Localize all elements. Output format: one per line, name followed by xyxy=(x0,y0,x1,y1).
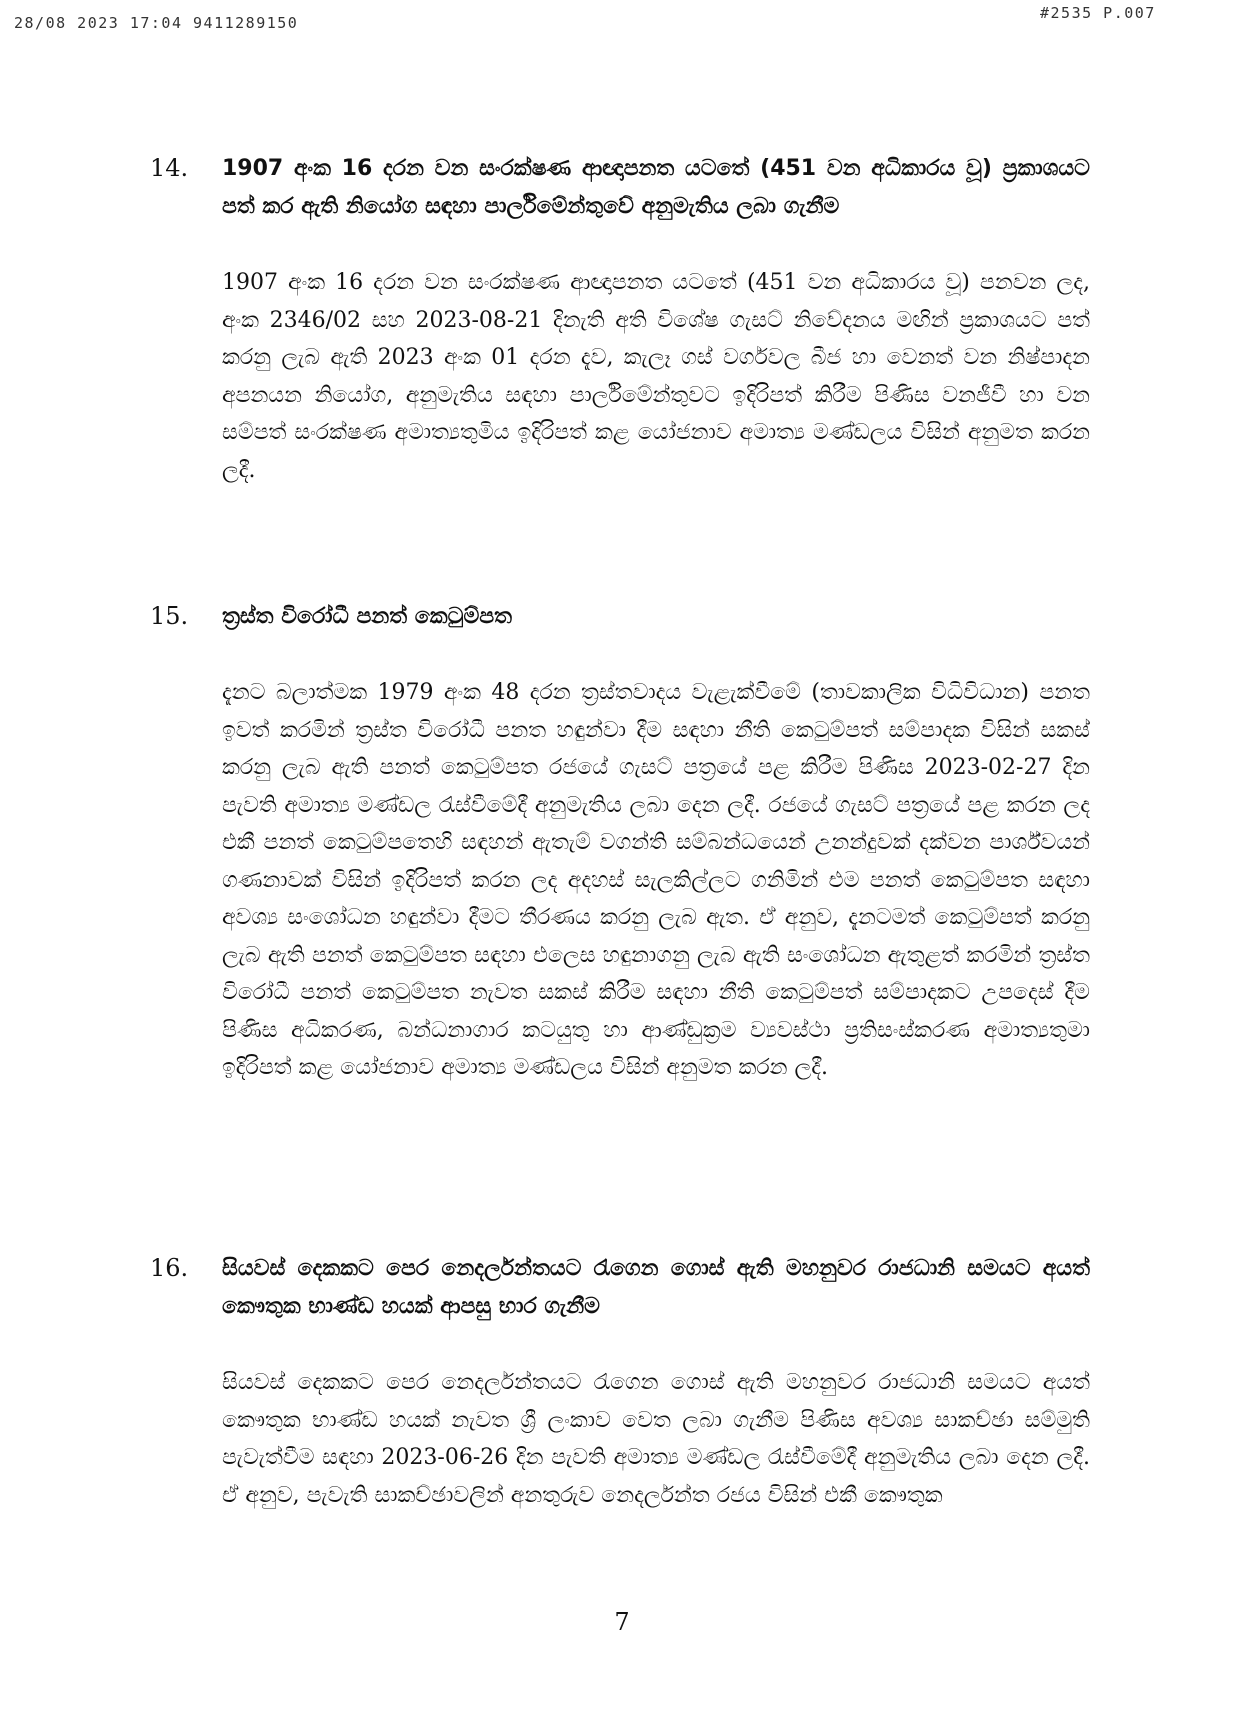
section-16 xyxy=(150,1250,1090,1514)
section-body: 1907 අංක 16 දරන වන සංරක්ෂණ ආඥාපනත යටතේ (451 වන අධිකාරය වූ) පනවන ලද, අංක 2346/02 සහ 2023-08-21 දිනැති අති විශේෂ ගැසට් නිවේදනය මඟින් ප්‍රකාශයට පත් කරනු ලැබ ඇති 2023 අංක 01 දරන දැව, කැලෑ ගස් වර්ගවල බීජ හා වෙනත් වන නිෂ්පාදන අපනයන නියෝග, අනුමැතිය සඳහා පාර්ලිමේන්තුවට ඉදිරිපත් කිරීම පිණිස වනජීවී හා වන සම්පත් සංරක්ෂණ අමාත්‍යතුමිය ඉදිරිපත් කළ යෝජනාව අමාත්‍ය මණ්ඩලය විසින් අනුමත කරන ලදී. xyxy=(222,270,1090,483)
section-body: සියවස් දෙකකට පෙර නෙදර්ලන්තයට රැගෙන ගොස් ඇති මහනුවර රාජධානි සමයට අයත් කෞතුක භාණ්ඩ හයක් නැවත ශ්‍රී ලංකාව වෙත ලබා ගැනීම පිණිස අවශ්‍ය සාකච්ඡා සම්මුති පැවැත්වීම සඳහා 2023-06-26 දින පැවති අමාත්‍ය මණ්ඩල රැස්වීමේදී අනුමැතිය ලබා දෙන ලදී. ඒ අනුව, පැවැති සාකච්ඡාවලින් අනතුරුව නෙදර්ලන්ත රජය විසින් එකී කෞතුක xyxy=(222,1370,1090,1508)
fax-header-left: 28/08 2023 17:04 9411289150 xyxy=(14,14,299,32)
section-heading: 1907 අංක 16 දරන වන සංරක්ෂණ ආඥාපනත යටතේ (451 වන අධිකාරය වූ) ප්‍රකාශයට පත් කර ඇති නියෝග සඳහා පාර්ලිමේන්තුවේ අනුමැතිය ලබා ගැනීම xyxy=(222,156,1090,219)
section-14 xyxy=(150,150,1090,489)
section-heading: සියවස් දෙකකට පෙර නෙදර්ලන්තයට රැගෙන ගොස් ඇති මහනුවර රාජධානි සමයට අයත් කෞතුක භාණ්ඩ හයක් ආපසු භාර ගැනීම xyxy=(222,1256,1090,1319)
section-number: 15. xyxy=(150,602,189,630)
section-number: 16. xyxy=(150,1254,189,1282)
section-number: 14. xyxy=(150,154,189,182)
section-15 xyxy=(150,598,1090,1087)
page-number: 7 xyxy=(614,1608,630,1636)
section-body: දැනට බලාත්මක 1979 අංක 48 දරන ත්‍රස්තවාදය වැළැක්වීමේ (තාවකාලික විධිවිධාන) පනත ඉවත් කරමින් ත්‍රස්ත විරෝධී පනත හඳුන්වා දීම සඳහා නීති කෙටුම්පත් සම්පාදක විසින් සකස් කරනු ලැබ ඇති පනත් කෙටුම්පත රජයේ ගැසට් පත්‍රයේ පළ කිරීම පිණිස 2023-02-27 දින පැවති අමාත්‍ය මණ්ඩල රැස්වීමේදී අනුමැතිය ලබා දෙන ලදී. රජයේ ගැසට් පත්‍රයේ පළ කරන ලද එකී පනත් කෙටුම්පතෙහි සඳහන් ඇතැම් වගන්ති සම්බන්ධයෙන් උනන්දුවක් දක්වන පාර්ශ්වයන් ගණනාවක් විසින් ඉදිරිපත් කරන ලද අදහස් සැලකිල්ලට ගනිමින් එම පනත් කෙටුම්පත සඳහා අවශ්‍ය සංශෝධන හඳුන්වා දීමට තීරණය කරනු ලැබ ඇත. ඒ අනුව, දැනටමත් කෙටුම්පත් කරනු ලැබ ඇති පනත් කෙටුම්පත සඳහා එලෙස හඳුනාගනු ලැබ ඇති සංශෝධන ඇතුළත් කරමින් ත්‍රස්ත විරෝධී පනත් කෙටුම්පත නැවත සකස් කිරීම සඳහා නීති කෙටුම්පත් සම්පාදකට උපදෙස් දීම පිණිස අධිකරණ, බන්ධනාගාර කටයුතු හා ආණ්ඩුක්‍රම ව්‍යවස්ථා ප්‍රතිසංස්කරණ අමාත්‍යතුමා ඉදිරිපත් කළ යෝජනාව අමාත්‍ය මණ්ඩලය විසින් අනුමත කරන ලදී. xyxy=(222,680,1090,1080)
section-heading: ත්‍රස්ත විරෝධී පනත් කෙටුම්පත xyxy=(222,604,513,629)
fax-header-right: #2535 P.007 xyxy=(1040,4,1156,22)
